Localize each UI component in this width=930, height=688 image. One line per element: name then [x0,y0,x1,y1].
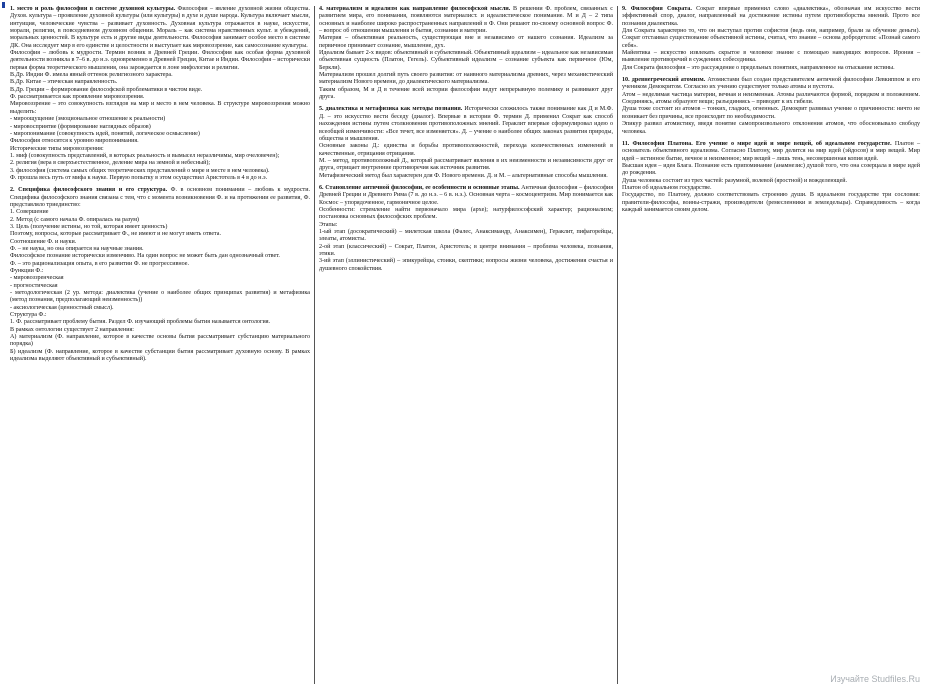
paragraph: Основные законы Д.: единства и борьбы противоположностей, перехода количественных изменений в качественные, отрицания отрицания. [319,143,613,157]
paragraph: Этапы: [319,221,338,228]
paragraph-text: Атомистами был создан представителем античной философии Левкиппом и его учеником Демокритом. Согласно их учению существуют только атомы и пустота. [622,77,920,91]
paragraph: Душа тоже состоит из атомов – тонких, гладких, огненных. Демокрит развивал учение о причинности: ничто не возникает без причины, все происходит по необходимости. [622,106,920,120]
section [319,106,613,179]
paragraph: Исторические типы мировоззрения: [10,145,104,152]
paragraph: Ф. – это рационализация опыта, в его развитии Ф. не прогрессивное. [10,260,189,267]
paragraph-text: Философия – явление духовной жизни общества. Духов. культура – проявление духовной культуры (или культуры) в духе и душе народа. Культура включает мысли, интуиция, человеческие чувства – развивает духовность. Духовная культура отражается в науке, искусстве, морали, религии, в повседневном духовном общении. Мораль – как система нравственных культ. и убеждений, моральных ценностей. В культуре есть и другие виды деятельности. Философия занимает особое место в системе ДК. Она исследует мир в его единстве и целостности и выступает как мировоззрение, как самосознание культуры. [10,6,310,49]
paragraph-text: В решении Ф. проблем, связанных с развитием мира, его понимания, появляются материалист. и идеалистическое понимание. М и Д – 2 типа основных и наиболее широко распространенных направлений в Ф. Они решают по-своему основной вопрос Ф. – вопрос об отношении мышления и бытия, сознания и материи. [319,6,613,35]
paragraph: Структура Ф.: [10,312,47,319]
section [319,6,613,101]
paragraph: - аксиологическая (ценностный смысл). [10,304,114,311]
paragraph: Материализм прошел долгий путь своего развития: от наивного материализма древних, через механистический материализм Нового времени, до диалектического материализма. [319,72,613,86]
paragraph-text: Исторически сложилось также понимание как Д и М.Ф. Д. – это искусство вести беседу (диалог). Впервые в истории Ф. термин Д. применил Сократ как способ нахождения истины путем столкновения противоположных мнений. Гераклит впервые сформулировал идею о всеобщей изменчивости: «Все течет, все изменяется». Д. – учение о наиболее общих законах развития природы, общества и мышления. [319,106,614,142]
paragraph: Материя – объективная реальность, существующая вне и независимо от нашего сознания. Идеализм за первичное принимает сознание, мышление, дух. [319,35,613,49]
section-title: 2. Специфика философского знания и его структура. [10,187,168,194]
section [622,141,920,214]
paragraph: Философия – любовь к мудрости. Термин возник в Древней Греции. Философия как особая форма духовной деятельности возникла в 7–6 в. до н.э. одновременно в Древней Греции, Китае и Индии. Философия – исторически первая форма теоретического мышления, она зарождается в лоне мифологии и религии. [10,50,310,71]
section [319,185,613,273]
paragraph: 3-ий этап (эллинистический) – эпикурейцы, стоики, скептики; вопросы жизни человека, достижения счастья и душевного спокойствия. [319,258,613,272]
section [622,77,920,136]
paragraph: - прогностическая [10,282,58,289]
paragraph: Философия относится к уровню миропонимания. [10,138,139,145]
section-heading-paragraph [10,6,310,50]
paragraph: - мировосприятие (формирование наглядных образов) [10,123,151,130]
paragraph: - миропонимание (совокупность идей, понятий, логическое осмысление) [10,130,200,137]
paragraph: Высшая идея – идея Блага. Познание есть припоминание (анамнезис) душой того, что она созерцала в мире идей до рождения. [622,162,920,177]
paragraph: - методологическая (2 ур. метода: диалектика (учение о наиболее общих принципах развития) и метафизика (метод познания, предполагающий неизменность)) [10,290,310,304]
section-heading-paragraph [622,6,920,28]
site-watermark: Изучайте Studfiles.Ru [830,674,920,684]
section-heading-paragraph [622,141,920,163]
paragraph: - мироощущение (эмоциональное отношение к реальности) [10,116,166,123]
paragraph-text: Сократ впервые применил слово «диалектика», обозначая им искусство вести эффективный спор, диалог, направленный на достижение истины путем противоборства мнений. Прото все познания диалектика. [622,6,920,27]
paragraph: Функции Ф.: [10,268,44,275]
text-column-right [618,6,924,684]
section-title: 9. Философия Сократа. [622,6,692,12]
paragraph: В.Др. Греции – формирование философской проблематики в чистом виде. [10,86,203,93]
paragraph: Метафизический метод был характерен для Ф. Нового времени. Д. и М. – альтернативные способы мышления. [319,172,608,179]
paragraph: В рамках онтологии существует 2 направления: [10,326,134,333]
paragraph: А) материализм (Ф. направление, которое в качестве основы бытия рассматривает субстанцию материального порядка) [10,334,310,348]
paragraph: Эпикур развил атомистику, введя понятие самопроизвольного отклонения атомов, что обосновывало свободу человека. [622,121,920,135]
paragraph: М. – метод, противоположный Д., который рассматривает явления в их неизменности и независимости друг от друга, отрицает внутренние противоречия как источник развития. [319,157,613,172]
paragraph: Для Сократа философия – это рассуждение о предельных понятиях, направленное на отыскание истины. [622,64,895,71]
section [10,6,310,182]
section-title: 11. Философия Платона. Его учение о мире идей и мире вещей, об идеальном государстве. [622,140,892,147]
paragraph: В.Др. Китае – этическая направленность. [10,79,118,86]
section-heading-paragraph [319,106,613,143]
section-title: 4. материализм и идеализм как направление философской мысли. [319,6,511,12]
paragraph: 3. философия (система самых общих теоретических представлений о мире и месте в нем человека). [10,167,270,174]
paragraph: Таким образом, М и Д в течение всей истории философии ведут непрерывную полемику и развивают друг друга. [319,86,613,101]
paragraph: Ф. прошла весь путь от мифа к науке. Первую попытку в этом осуществил Аристотель в 4 в до н.э. [10,174,268,181]
paragraph: 1. Ф. рассматривает проблему бытия. Раздел Ф. изучающий проблемы бытия называется онтология. [10,319,271,326]
paragraph: Майевтика – искусство извлекать скрытое в человеке знание с помощью наводящих вопросов. Ирония – выявление противоречий в суждениях собеседника. [622,50,920,64]
paragraph: Платон об идеальном государстве. [622,184,712,191]
section-heading-paragraph [622,77,920,92]
paragraph: Философское познание исторически изменчиво. На один вопрос не может быть дан однозначный ответ. [10,253,280,260]
text-column-left [6,6,315,684]
section-heading-paragraph [10,187,310,209]
paragraph: Для Сократа характерно то, что он выступал против софистов (ведь они, например, брали за обучение деньги). Сократ отстаивал существование объективной истины, считал, что знание – основа добродетели: «Познай самого себя». [622,28,920,49]
paragraph: 2-ой этап (классический) – Сократ, Платон, Аристотель; в центре внимания – проблема человека, познания, этики. [319,243,613,257]
section-title: 10. древнегреческий атомизм. [622,77,706,84]
section-heading-paragraph [319,6,613,35]
paragraph: Поэтому, вопросы, которые рассматривает Ф., не имеют и не могут иметь ответа. [10,231,221,238]
paragraph: Мировоззрение – это совокупность взглядов на мир и место в нем человека. В структуре мировоззрения можно выделить: [10,101,310,115]
section-heading-paragraph [319,185,613,207]
paragraph: В.Др. Индии Ф. имела явный оттенок религиозного характера. [10,72,173,79]
paragraph: Ф. – не наука, но она опирается на научные знания. [10,246,144,252]
paragraph: Государство, по Платону, должно соответствовать строению души. В идеальном государстве три сословия: правители-философы, воины-стражи, производители (ремесленники и земледельцы). Справедливость – когда каждый занимается своим делом. [622,192,920,213]
paragraph: Соотношение Ф. и науки. [10,238,77,245]
paragraph: - мировоззренческая [10,275,64,282]
paragraph: Б) идеализм (Ф. направление, которое в качестве субстанции бытия рассматривает духовную основу. В рамках идеализма выделяют объективный и субъективный). [10,348,310,363]
paragraph: 1-ый этап (досократический) – милетская школа (Фалес, Анаксимандр, Анаксимен), Гераклит, пифагорейцы, элеаты, атомисты. [319,228,613,243]
paragraph: 1. Совершение [10,209,49,216]
paragraph: Душа человека состоит из трех частей: разумной, волевой (яростной) и вожделеющей. [622,177,848,184]
paragraph-text: Платон – основатель объективного идеализма. Согласно Платону, мир делится на мир идей (эйдосов) и мир вещей. Мир идей – истинное бытие, вечное и неизменное; мир вещей – лишь тень, несовершенная копия идей. [622,140,920,162]
section [10,187,310,363]
paragraph: 3. Цель (получение истины, но той, которая имеет ценность) [10,223,168,230]
paragraph-text: Античная философия – философия Древней Греции и Древнего Рима (7 в. до н.э. – 6 в. н.э.). Основная черта – космоцентризм. Мир понимается как Космос – упорядоченное, гармоничное целое. [319,184,613,206]
paragraph: Особенности: стремление найти первоначало мира (архе); натурфилософский характер; рационализм; постановка основных философских проблем. [319,206,613,221]
section [622,6,920,72]
paragraph-text: Ф. в основном понимании – любовь к мудрости. Специфика философского знания связана с тем, что с момента возникновения Ф. и на протяжении ее развития, Ф. представляло триединство: [10,187,310,208]
section-title: 5. диалектика и метафизика как методы познания. [319,106,463,113]
paragraph: Ф. рассматривается как проявление мировоззрения. [10,94,145,101]
paragraph: 1. миф (совокупность представлений, в которых реальность и вымысел неразличимы, мир очеловечен); [10,152,280,159]
paragraph: 2. Метод (с самого начала Ф. опиралась на разум) [10,216,139,223]
paragraph: Идеализм бывает 2-х видов: объективный и субъективный. Объективный идеализм – идеальное как независимая объективная сущность (Платон, Гегель). Субъективный идеализм – сознание субъекта как первичное (Юм, Беркли). [319,50,613,71]
paragraph: Атом – неделимая частица материи, вечная и неизменная. Атомы различаются формой, порядком и положением. Соединяясь, атомы образуют вещи; разъединяясь – приводят к их гибели. [622,91,920,106]
section-title: 6. Становление античной философии, ее особенности и основные этапы. [319,184,520,191]
paragraph: 2. религия (вера в сверхъестественное, деление мира на земной и небесный); [10,160,211,167]
text-column-middle [315,6,618,684]
section-title: 1. место и роль философии в системе духовной культуры. [10,6,176,12]
